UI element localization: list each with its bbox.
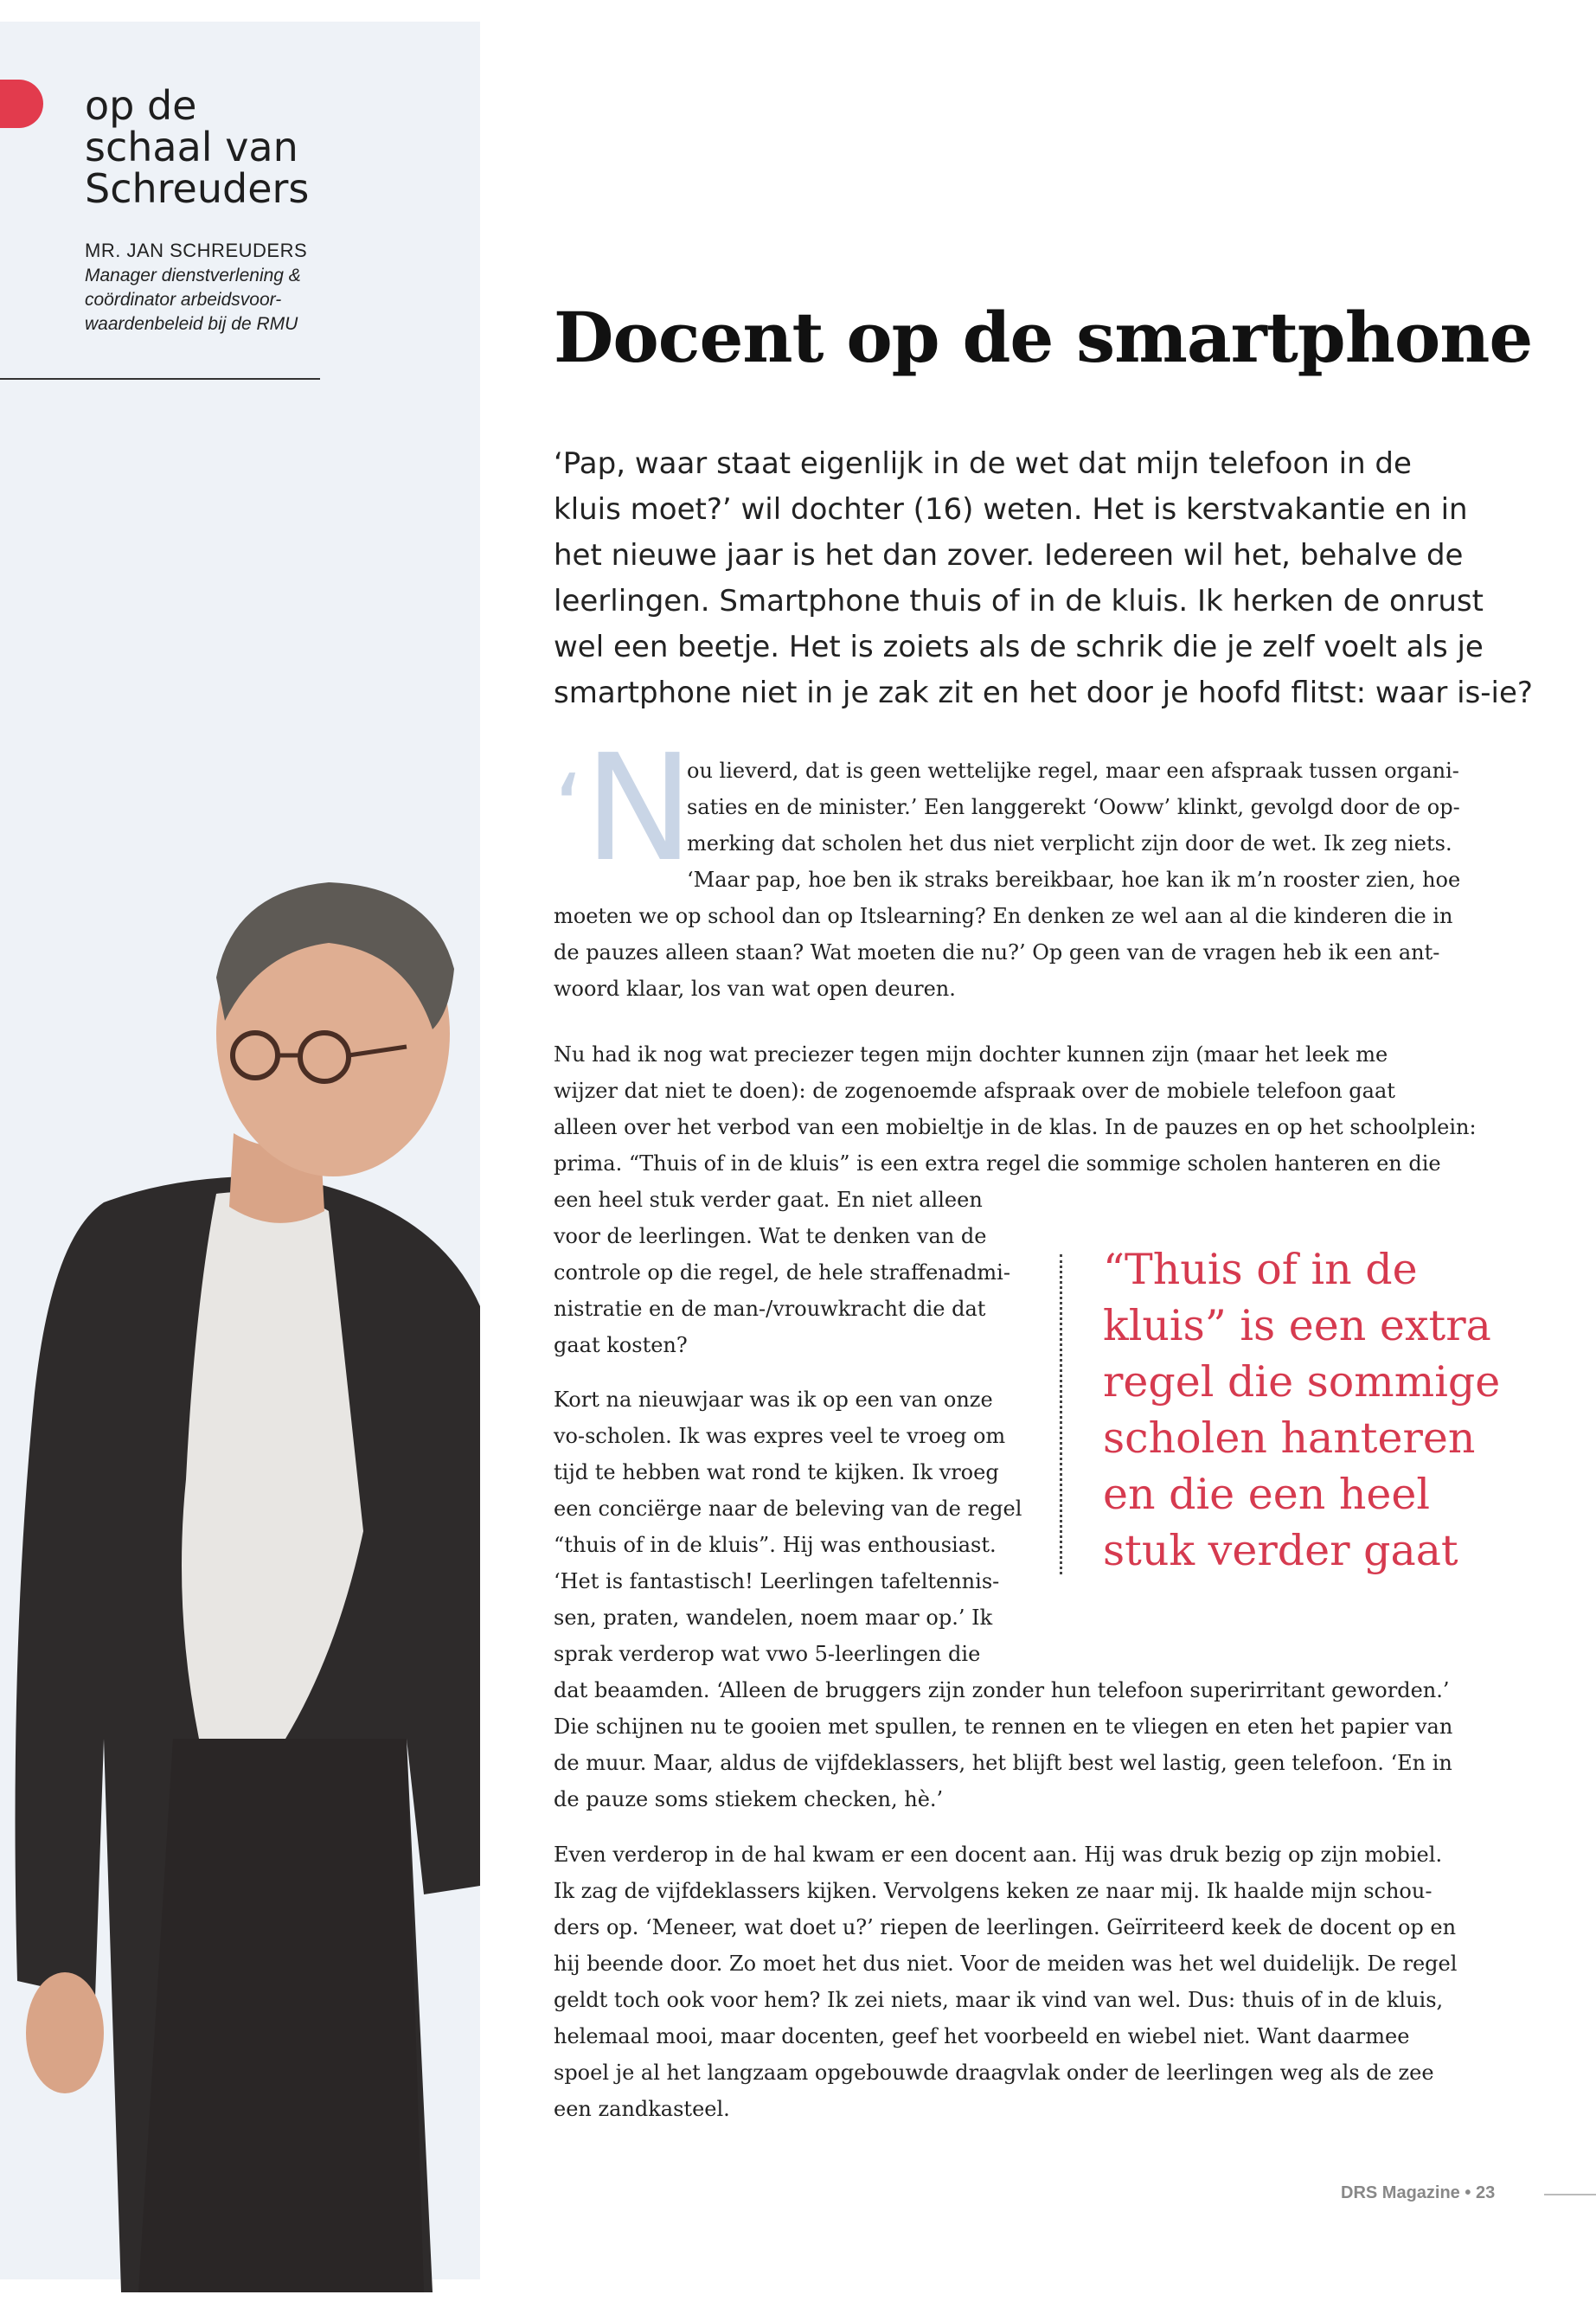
column-title: [85, 82, 448, 212]
body-line: moeten we op school dan op Itslearning? En denken ze wel aan al die kinderen die in: [554, 904, 1453, 928]
body-line: de pauzes alleen staan? Wat moeten die nu?’ Op geen van de vragen heb ik een ant-: [554, 940, 1440, 965]
intro-line: kluis moet?’ wil dochter (16) weten. Het is kerstvakantie en in: [554, 492, 1468, 527]
body-line: ‘Het is fantastisch! Leerlingen tafeltennis-: [554, 1569, 1000, 1593]
body-line: “thuis of in de kluis”. Hij was enthousiast.: [554, 1533, 997, 1557]
body-line: Die schijnen nu te gooien met spullen, te rennen en te vliegen en eten het papier van: [554, 1715, 1453, 1739]
drop-cap: [554, 723, 695, 894]
footer-rule: [1544, 2194, 1596, 2195]
pullquote-line: kluis” is een extra: [1103, 1301, 1491, 1350]
column-title-line: op de: [85, 82, 197, 129]
body-line: Ik zag de vijfdeklassers kijken. Vervolgens keken ze naar mij. Ik haalde mijn schou-: [554, 1879, 1433, 1903]
pullquote-line: stuk verder gaat: [1103, 1526, 1458, 1575]
body-line: vo-scholen. Ik was expres veel te vroeg om: [554, 1424, 1006, 1448]
paragraph-1: [554, 898, 1453, 1007]
intro-line: leerlingen. Smartphone thuis of in de kluis. Ik herken de onrust: [554, 584, 1484, 619]
body-line: gaat kosten?: [554, 1333, 688, 1357]
body-line: een zandkasteel.: [554, 2097, 730, 2121]
body-line: helemaal mooi, maar docenten, geef het voorbeeld en wiebel niet. Want daarmee: [554, 2024, 1410, 2048]
body-line: ders op. ‘Meneer, wat doet u?’ riepen de leerlingen. Geïrriteerd keek de docent op en: [554, 1915, 1457, 1939]
intro-line: het nieuwe jaar is het dan zover. Iedereen wil het, behalve de: [554, 538, 1464, 573]
body-line: saties en de minister.’ Een langgerekt ‘Ooww’ klinkt, gevolgd door de op-: [687, 795, 1460, 819]
pullquote: [1103, 1241, 1544, 1579]
article-headline: Docent op de smartphone: [554, 297, 1533, 378]
body-line: wijzer dat niet te doen): de zogenoemde afspraak over de mobiele telefoon gaat: [554, 1079, 1395, 1103]
paragraph-1-indented: [687, 753, 1460, 898]
body-line: Nu had ik nog wat preciezer tegen mijn dochter kunnen zijn (maar het leek me: [554, 1042, 1388, 1067]
body-line: ‘Maar pap, hoe ben ik straks bereikbaar, hoe kan ik m’n rooster zien, hoe: [687, 868, 1461, 892]
body-line: sen, praten, wandelen, noem maar op.’ Ik: [554, 1606, 993, 1630]
sidebar-divider: [0, 378, 320, 380]
page-footer: [1341, 2183, 1495, 2203]
body-line: spoel je al het langzaam opgebouwde draagvlak onder de leerlingen weg als de zee: [554, 2061, 1434, 2085]
body-line: nistratie en de man-/vrouwkracht die dat: [554, 1297, 986, 1321]
body-line: dat beaamden. ‘Alleen de bruggers zijn zonder hun telefoon superirritant geworden.’: [554, 1678, 1450, 1702]
body-line: een heel stuk verder gaat. En niet alleen: [554, 1188, 983, 1212]
column-title-line: schaal van: [85, 124, 298, 170]
author-role-line: Manager dienstverlening &: [85, 266, 301, 285]
article-intro: [554, 441, 1533, 716]
intro-line: smartphone niet in je zak zit en het door je hoofd flitst: waar is-ie?: [554, 676, 1533, 710]
drop-cap-letter: N: [583, 723, 695, 894]
author-role: [85, 264, 344, 336]
pullquote-divider: [1060, 1254, 1062, 1574]
body-line: controle op die regel, de hele straffenadmi-: [554, 1260, 1010, 1285]
author-role-line: coördinator arbeidsvoor-: [85, 290, 282, 310]
body-line: alleen over het verbod van een mobieltje in de klas. In de pauzes en op het schoolplein:: [554, 1115, 1477, 1139]
body-line: Even verderop in de hal kwam er een docent aan. Hij was druk bezig op zijn mobiel.: [554, 1843, 1443, 1867]
body-line: geldt toch ook voor hem? Ik zei niets, maar ik vind van wel. Dus: thuis of in de kluis,: [554, 1988, 1444, 2012]
intro-line: ‘Pap, waar staat eigenlijk in de wet dat mijn telefoon in de: [554, 446, 1412, 481]
body-line: Kort na nieuwjaar was ik op een van onze: [554, 1388, 993, 1412]
body-line: ou lieverd, dat is geen wettelijke regel, maar een afspraak tussen organi-: [687, 759, 1459, 783]
body-line: de muur. Maar, aldus de vijfdeklassers, het blijft best wel lastig, geen telefoon. ‘En in: [554, 1751, 1452, 1775]
body-line: tijd te hebben wat rond te kijken. Ik vroeg: [554, 1460, 999, 1484]
body-line: hij beende door. Zo moet het dus niet. Voor de meiden was het wel duidelijk. De regel: [554, 1952, 1458, 1976]
magazine-name: DRS Magazine: [1341, 2183, 1460, 2202]
body-line: sprak verderop wat vwo 5-leerlingen die: [554, 1642, 981, 1666]
author-role-line: waardenbeleid bij de RMU: [85, 314, 298, 334]
pullquote-line: scholen hanteren: [1103, 1413, 1476, 1463]
pullquote-line: regel die sommige: [1103, 1357, 1501, 1407]
body-line: voor de leerlingen. Wat te denken van de: [554, 1224, 987, 1248]
intro-line: wel een beetje. Het is zoiets als de schrik die je zelf voelt als je: [554, 630, 1484, 664]
drop-cap-quote: ‘: [554, 753, 584, 864]
body-line: woord klaar, los van wat open deuren.: [554, 977, 956, 1001]
body-line: prima. “Thuis of in de kluis” is een extra regel die sommige scholen hanteren en die: [554, 1151, 1441, 1176]
author-name: MR. JAN SCHREUDERS: [85, 240, 308, 261]
body-line: een conciërge naar de beleving van de regel: [554, 1497, 1022, 1521]
paragraph-4: [554, 1836, 1457, 2127]
body-line: de pauze soms stiekem checken, hè.’: [554, 1787, 944, 1811]
pullquote-line: “Thuis of in de: [1103, 1245, 1418, 1294]
column-title-line: Schreuders: [85, 165, 310, 212]
author-photo: [0, 874, 480, 2292]
footer-separator: •: [1465, 2183, 1471, 2202]
body-line: merking dat scholen het dus niet verplicht zijn door de wet. Ik zeg niets.: [687, 831, 1452, 856]
pullquote-line: en die een heel: [1103, 1470, 1431, 1519]
page-number: 23: [1475, 2183, 1496, 2202]
